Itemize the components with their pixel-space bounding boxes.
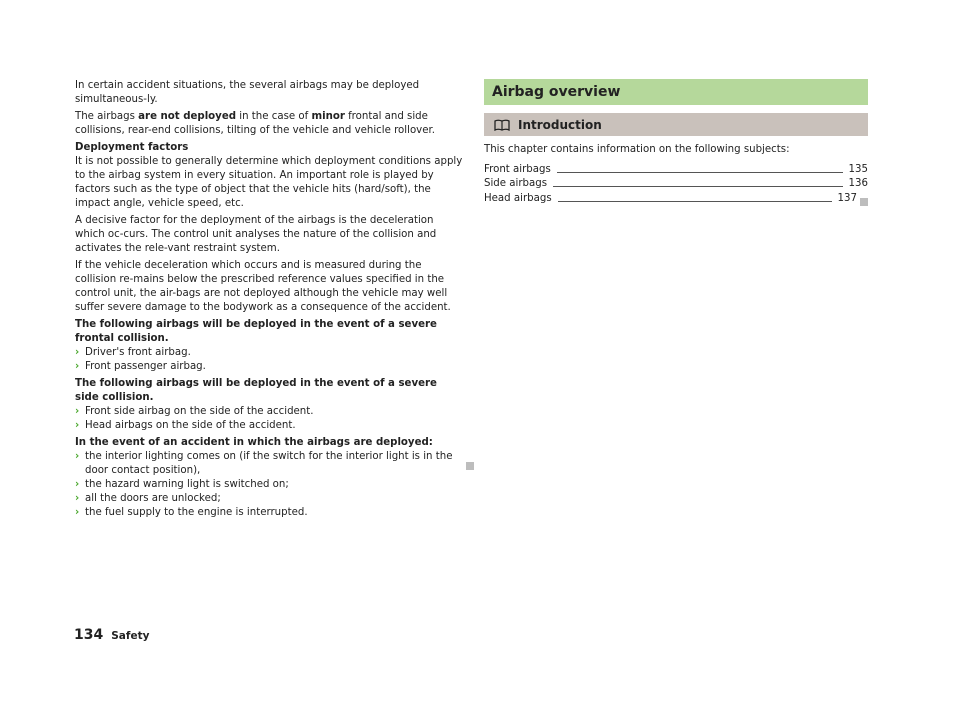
chapter-title: Airbag overview: [484, 79, 868, 105]
toc-page: 137: [837, 192, 857, 204]
left-column: [75, 79, 463, 520]
toc-page: 135: [848, 163, 868, 175]
page-number: 134: [74, 627, 104, 643]
end-of-section-mark: [466, 462, 474, 470]
list-item: › all the doors are unlocked;: [75, 493, 221, 504]
list-item: › the fuel supply to the engine is interrupted.: [75, 507, 308, 518]
paragraph: It is not possible to generally determine which deployment conditions apply to the airbag system in every situation. An important role is played by factors such as the type of object that the vehicle hits (hard/soft), the impact angle, vehicle speed, etc.: [75, 156, 463, 209]
toc-list: [484, 162, 868, 206]
leader-line: [553, 186, 843, 187]
list-item: › Head airbags on the side of the accident.: [75, 420, 296, 431]
page-footer: [74, 627, 149, 643]
footer-section: Safety: [111, 630, 150, 642]
paragraph: [75, 110, 463, 138]
chevron-right-icon: ›: [75, 451, 80, 462]
emphasis: are not deployed: [138, 111, 237, 122]
text: The airbags: [75, 111, 139, 122]
list-item: › Front passenger airbag.: [75, 361, 206, 372]
paragraph: If the vehicle deceleration which occurs and is measured during the collision re-mains below the prescribed reference values specified in the control unit, the air-bags are not deployed although the vehicle may well suffer severe damage to the bodywork as a consequence of the accident.: [75, 260, 451, 313]
chevron-right-icon: ›: [75, 493, 80, 504]
end-of-section-mark: [860, 198, 868, 206]
section-title: Introduction: [518, 117, 602, 132]
toc-entry-side-airbags[interactable]: Side airbags 136: [484, 178, 868, 189]
list-item: › Front side airbag on the side of the accident.: [75, 406, 314, 417]
right-column: [484, 79, 868, 206]
chevron-right-icon: ›: [75, 406, 80, 417]
chevron-right-icon: ›: [75, 479, 80, 490]
chevron-right-icon: ›: [75, 347, 80, 358]
toc-entry-head-airbags[interactable]: Head airbags 137: [484, 191, 868, 206]
list-item: › Driver's front airbag.: [75, 347, 191, 358]
deployment-heading: Deployment factors: [75, 142, 189, 153]
toc-entry-front-airbags[interactable]: Front airbags 135: [484, 163, 868, 175]
intro-text: This chapter contains information on the following subjects:: [484, 144, 790, 155]
emphasis: minor: [311, 111, 345, 122]
text: frontal and side collisions, rear-end collisions, tilting of the vehicle and vehicle rollover.: [75, 111, 435, 136]
list-item: › the hazard warning light is switched on;: [75, 479, 289, 490]
section-header: [484, 113, 868, 136]
leader-line: [558, 201, 832, 202]
chevron-right-icon: ›: [75, 420, 80, 431]
leader-line: [557, 172, 843, 173]
toc-page: 136: [848, 178, 868, 189]
list-item: › the interior lighting comes on (if the switch for the interior light is in the door contact position),: [75, 451, 453, 476]
text: in the case of: [236, 111, 312, 122]
accident-heading: In the event of an accident in which the airbags are deployed:: [75, 437, 433, 448]
book-icon: [494, 119, 510, 131]
paragraph: In certain accident situations, the several airbags may be deployed simultaneous-ly.: [75, 80, 420, 105]
side-heading: The following airbags will be deployed in the event of a severe side collision.: [75, 378, 437, 403]
chevron-right-icon: ›: [75, 361, 80, 372]
paragraph: A decisive factor for the deployment of the airbags is the deceleration which oc-curs. The control unit analyses the nature of the collision and activates the rele-vant restraint system.: [75, 215, 437, 254]
frontal-heading: The following airbags will be deployed in the event of a severe frontal collision.: [75, 319, 437, 344]
chevron-right-icon: ›: [75, 507, 80, 518]
